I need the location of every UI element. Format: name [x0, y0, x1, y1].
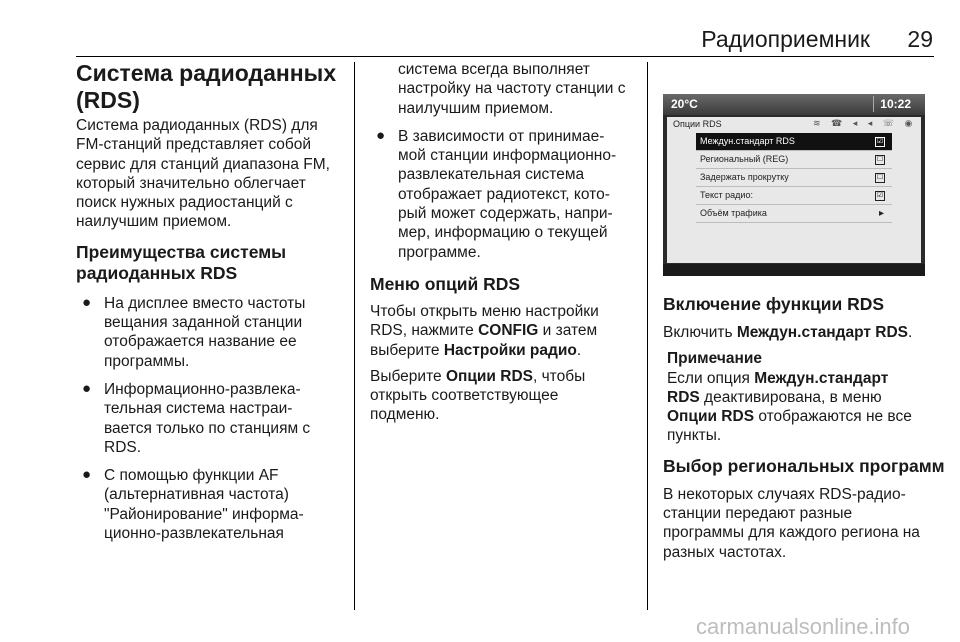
header-rule — [76, 56, 934, 57]
bullet-item: ● Информационно-развлека- тельная система настраи- вается только по станциям с RDS. — [82, 379, 311, 456]
page-number: 29 — [907, 26, 933, 52]
subsection-heading: Преимущества системы радиоданных RDS — [76, 241, 287, 283]
paragraph: Выберите Опции RDS, чтобы открыть соответствующее подменю. — [370, 367, 586, 424]
display-screenshot — [663, 94, 925, 276]
column-2 — [370, 60, 640, 425]
header-title: Радиоприемник — [701, 26, 870, 52]
bullet-dot-icon: ● — [82, 293, 92, 311]
section-heading: Включение функции RDS — [663, 294, 885, 314]
section-heading: Система радиоданных (RDS) — [76, 60, 337, 113]
continued-bullet-text: система всегда выполняет настройку на частоту станции с наилучшим приемом. — [398, 61, 626, 117]
bullet-dot-icon: ● — [82, 379, 92, 397]
clock: 10:22 — [880, 97, 911, 111]
menu-item-label: Опции RDS — [445, 367, 533, 385]
menu-list — [696, 133, 892, 223]
display-bottom-bar — [663, 264, 925, 276]
bullet-item: ● На дисплее вместо частоты вещания заданной станции отображается название ее программы. — [82, 293, 306, 370]
column-divider — [647, 62, 648, 610]
watermark: carmanualsonline.info — [696, 614, 911, 639]
option-label: Междун.стандарт RDS — [736, 324, 909, 341]
checkbox-checked-icon[interactable]: ☑ — [876, 192, 884, 199]
chevron-right-icon: ▸ — [878, 208, 884, 219]
menu-row-radio-text[interactable]: Текст радио: ☑ — [696, 187, 892, 205]
paragraph: Включить Междун.стандарт RDS. — [663, 324, 913, 341]
intro-paragraph: Система радиоданных (RDS) для FM-станций представляет собой сервис для станций диапазона FM, который значительно облегчает поиск нужных радиостанций с наилучшим приемом. — [76, 117, 330, 231]
status-bar — [663, 94, 925, 115]
bullet-item: ● С помощью функции AF (альтернативная частота) "Районирование" информа- ционно-развлекательная — [82, 466, 304, 543]
bullet-item: ● В зависимости от принимае- мой станции информационно- развлекательная система отображает радиотекст, кото- рый может содержать, напри- мер, информацию о текущей программе. — [376, 126, 617, 261]
status-divider — [873, 96, 874, 112]
paragraph: Чтобы открыть меню настройки RDS, нажмите CONFIG и затем выберите Настройки радио. — [370, 302, 599, 359]
temperature: 20°C — [671, 97, 698, 111]
menu-panel — [667, 117, 921, 263]
checkbox-checked-icon[interactable]: ☑ — [876, 138, 884, 145]
menu-row-scroll-hold[interactable]: Задержать прокрутку ☐ — [696, 169, 892, 187]
status-icons: ≋ ☎ ◂ ◂ ☏ ◉ — [813, 118, 917, 128]
note-box: Примечание Если опция Междун.стандарт RDS деактивирована, в меню Опции RDS отображаются не все пункты. — [663, 349, 935, 445]
column-3 — [663, 294, 945, 562]
menu-row-rds[interactable]: Междун.стандарт RDS ☑ — [696, 133, 892, 151]
menu-row-regional[interactable]: Региональный (REG) ☐ — [696, 151, 892, 169]
paragraph: В некоторых случаях RDS-радио- станции передают разные программы для каждого региона на разных частотах. — [663, 485, 920, 561]
column-divider — [354, 62, 355, 610]
config-button-label: CONFIG — [478, 322, 539, 340]
note-title: Примечание — [667, 350, 762, 368]
bullet-dot-icon: ● — [82, 466, 92, 484]
section-heading: Выбор региональных программ — [663, 455, 945, 476]
checkbox-icon[interactable]: ☐ — [876, 156, 884, 163]
section-heading: Меню опций RDS — [370, 273, 521, 294]
column-1 — [76, 60, 346, 543]
bullet-dot-icon: ● — [376, 126, 386, 144]
menu-row-traffic-volume[interactable]: Объём трафика ▸ — [696, 205, 892, 223]
menu-title: Опции RDS — [673, 119, 722, 129]
menu-item-label: Настройки радио — [443, 341, 577, 359]
page-header — [0, 0, 960, 58]
checkbox-icon[interactable]: ☐ — [876, 174, 884, 181]
